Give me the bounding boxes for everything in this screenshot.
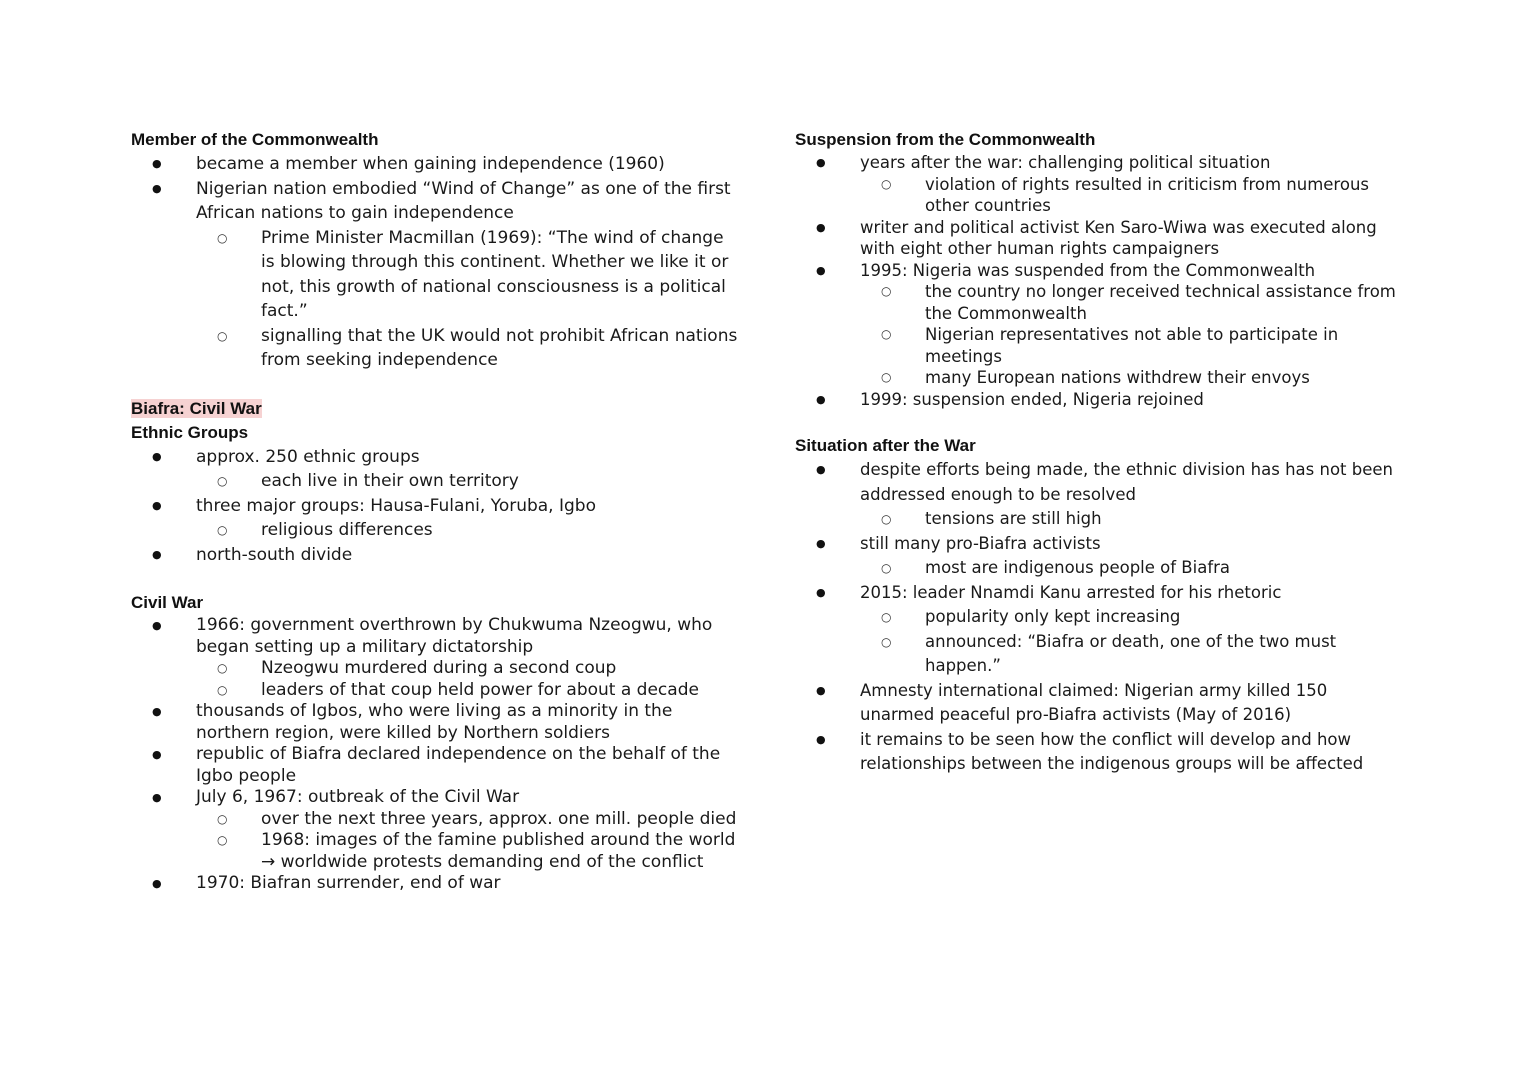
bullet-item: ● years after the war: challenging political situation <box>795 152 1405 174</box>
left-column <box>131 128 741 895</box>
bullet-item: ● three major groups: Hausa-Fulani, Yoruba, Igbo <box>131 494 741 519</box>
sub-bullet-item: ○ signalling that the UK would not prohibit African nations from seeking independence <box>131 324 741 373</box>
section-heading-commonwealth: Member of the Commonwealth <box>131 130 379 149</box>
bullet-item: ● still many pro-Biafra activists <box>795 532 1405 557</box>
sub-bullet-item: ○ Nigerian representatives not able to participate in meetings <box>795 324 1405 367</box>
sub-bullet-item: ○ each live in their own territory <box>131 469 741 494</box>
section-heading-after-war: Situation after the War <box>795 436 976 455</box>
section-heading-civil-war: Civil War <box>131 593 204 612</box>
bullet-item: ● July 6, 1967: outbreak of the Civil War <box>131 787 741 809</box>
civil-war-list <box>131 615 741 895</box>
right-column <box>795 128 1405 777</box>
section-heading-ethnic-groups: Ethnic Groups <box>131 422 249 442</box>
bullet-item: ● approx. 250 ethnic groups <box>131 445 741 470</box>
bullet-item: ● Amnesty international claimed: Nigerian army killed 150 unarmed peaceful pro-Biafra activists (May of 2016) <box>795 679 1405 728</box>
bullet-item: ● writer and political activist Ken Saro-Wiwa was executed along with eight other human rights campaigners <box>795 217 1405 260</box>
bullet-item: ● north-south divide <box>131 543 741 568</box>
suspension-list <box>795 152 1405 410</box>
ethnic-groups-list <box>131 445 741 568</box>
section-heading-biafra <box>131 397 741 421</box>
sub-bullet-item: ○ religious differences <box>131 518 741 543</box>
sub-bullet-item: ○ 1968: images of the famine published around the world → worldwide protests demanding end of the conflict <box>131 830 741 873</box>
sub-bullet-item: ○ many European nations withdrew their envoys <box>795 367 1405 389</box>
section-heading-suspension: Suspension from the Commonwealth <box>795 130 1096 149</box>
sub-bullet-item: ○ Prime Minister Macmillan (1969): “The wind of change is blowing through this continent. Whether we like it or not, this growth of national consciousness is a political fact.” <box>131 226 741 324</box>
sub-bullet-item: ○ popularity only kept increasing <box>795 605 1405 630</box>
bullet-item: ● 2015: leader Nnamdi Kanu arrested for his rhetoric <box>795 581 1405 606</box>
sub-bullet-item: ○ leaders of that coup held power for about a decade <box>131 680 741 702</box>
highlighted-heading: Biafra: Civil War <box>131 398 262 418</box>
bullet-item: ● became a member when gaining independence (1960) <box>131 152 741 177</box>
sub-bullet-item: ○ over the next three years, approx. one mill. people died <box>131 809 741 831</box>
bullet-item: ● 1999: suspension ended, Nigeria rejoined <box>795 389 1405 411</box>
bullet-item: ● 1995: Nigeria was suspended from the Commonwealth <box>795 260 1405 282</box>
bullet-item: ● Nigerian nation embodied “Wind of Change” as one of the first African nations to gain independence <box>131 177 741 226</box>
bullet-item: ● republic of Biafra declared independence on the behalf of the Igbo people <box>131 744 741 787</box>
bullet-item: ● despite efforts being made, the ethnic division has has not been addressed enough to be resolved <box>795 458 1405 507</box>
sub-bullet-item: ○ most are indigenous people of Biafra <box>795 556 1405 581</box>
bullet-item: ● 1966: government overthrown by Chukwuma Nzeogwu, who began setting up a military dictatorship <box>131 615 741 658</box>
sub-bullet-item: ○ violation of rights resulted in criticism from numerous other countries <box>795 174 1405 217</box>
after-war-list <box>795 458 1405 777</box>
sub-bullet-item: ○ the country no longer received technical assistance from the Commonwealth <box>795 281 1405 324</box>
bullet-item: ● it remains to be seen how the conflict will develop and how relationships between the indigenous groups will be affected <box>795 728 1405 777</box>
sub-bullet-item: ○ Nzeogwu murdered during a second coup <box>131 658 741 680</box>
bullet-item: ● thousands of Igbos, who were living as a minority in the northern region, were killed by Northern soldiers <box>131 701 741 744</box>
bullet-item: ● 1970: Biafran surrender, end of war <box>131 873 741 895</box>
sub-bullet-item: ○ tensions are still high <box>795 507 1405 532</box>
commonwealth-list <box>131 152 741 373</box>
sub-bullet-item: ○ announced: “Biafra or death, one of the two must happen.” <box>795 630 1405 679</box>
